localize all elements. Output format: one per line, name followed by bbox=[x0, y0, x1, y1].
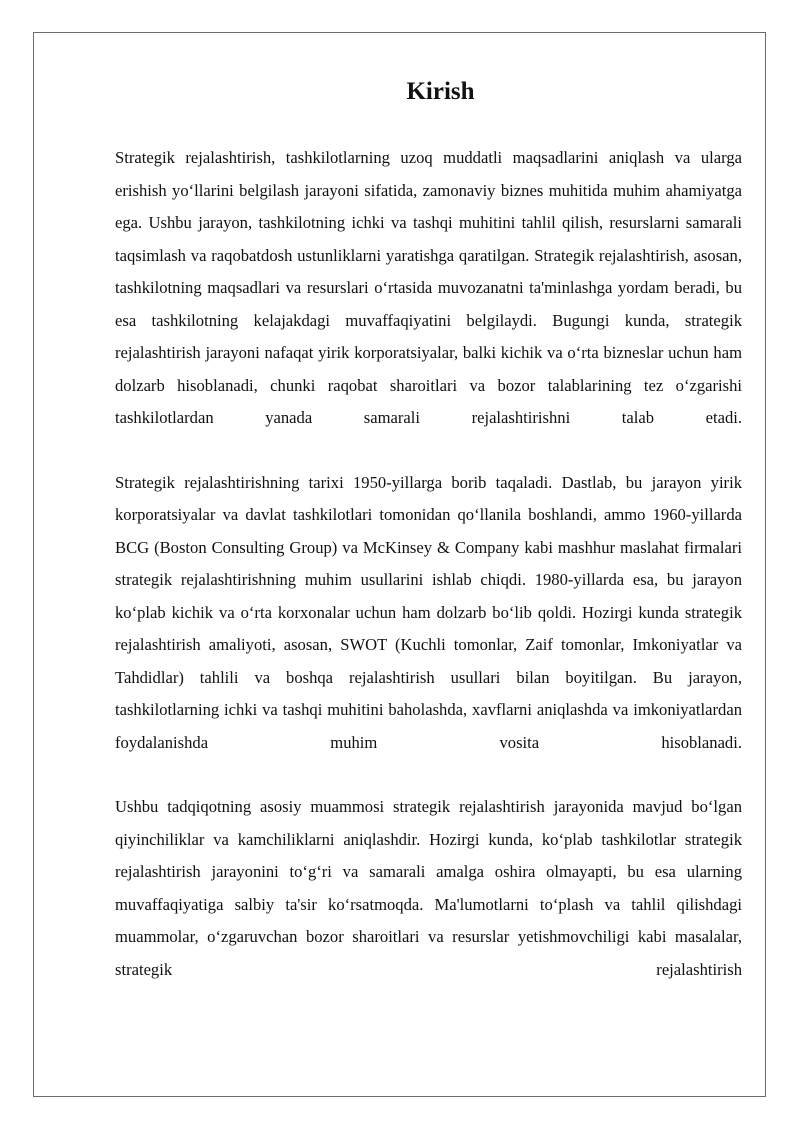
page-title: Kirish bbox=[406, 78, 475, 105]
paragraph-history: Strategik rejalashtirishning tarixi 1950-yillarga borib taqaladi. Dastlab, bu jarayon yirik korporatsiyalar va davlat tashkilotlari tomonidan qo‘llanila boshlandi, ammo 1960-yillarda BCG (Boston Consulting Group) va McKinsey & Company kabi mashhur maslahat firmalari strategik rejalashtirishning muhim usullarini ishlab chiqdi. 1980-yillarda esa, bu jarayon ko‘plab kichik va o‘rta korxonalar uchun ham dolzarb bo‘lib qoldi. Hozirgi kunda strategik rejalashtirish amaliyoti, asosan, SWOT (Kuchli tomonlar, Zaif tomonlar, Imkoniyatlar va Tahdidlar) tahlili va boshqa rejalashtirish usullari bilan boyitilgan. Bu jarayon, tashkilotlarning ichki va tashqi muhitini baholashda, xavflarni aniqlashda va imkoniyatlardan foydalanishda muhim vosita hisoblanadi. bbox=[115, 472, 742, 752]
paragraph-problem: Ushbu tadqiqotning asosiy muammosi strategik rejalashtirish jarayonida mavjud bo‘lgan qiyinchiliklar va kamchiliklarni aniqlashdir. Hozirgi kunda, ko‘plab tashkilotlar strategik rejalashtirish jarayonini to‘g‘ri va samarali amalga oshira olmayapti, bu esa ularning muvaffaqiyatiga salbiy ta'sir ko‘rsatmoqda. Ma'lumotlarni to‘plash va tahlil qilishdagi muammolar, o‘zgaruvchan bozor sharoitlari va resurslar yetishmovchiligi kabi masalalar, strategik rejalashtirish bbox=[115, 797, 742, 979]
paragraph-intro: Strategik rejalashtirish, tashkilotlarning uzoq muddatli maqsadlarini aniqlash va ularga erishish yo‘llarini belgilash jarayoni sifatida, zamonaviy biznes muhitida muhim ahamiyatga ega. Ushbu jarayon, tashkilotning ichki va tashqi muhitini tahlil qilish, resurslarni samarali taqsimlash va raqobatdosh ustunliklarni yaratishga qaratilgan. Strategik rejalashtirish, asosan, tashkilotning maqsadlari va resurslari o‘rtasida muvozanatni ta'minlashga yordam beradi, bu esa tashkilotning kelajakdagi muvaffaqiyatini belgilaydi. Bugungi kunda, strategik rejalashtirish jarayoni nafaqat yirik korporatsiyalar, balki kichik va o‘rta bizneslar uchun ham dolzarb hisoblanadi, chunki raqobat sharoitlari va bozor talablarining tez o‘zgarishi tashkilotlardan yanada samarali rejalashtirishni talab etadi. bbox=[115, 148, 742, 427]
document-body bbox=[115, 74, 742, 986]
